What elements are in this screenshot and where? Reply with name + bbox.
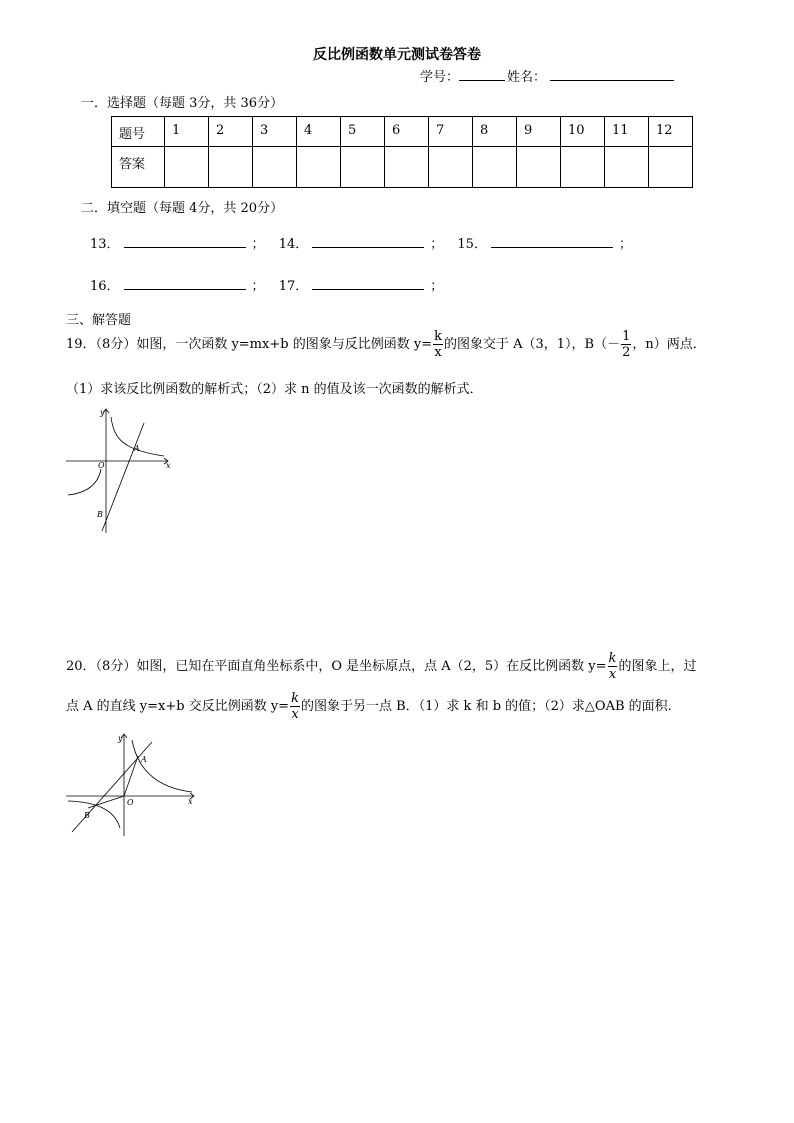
student-no-label: 学号： [420,70,460,85]
blank-16-field[interactable] [124,277,246,290]
hyperbola-branch-2 [68,801,120,828]
page-title: 反比例函数单元测试卷答卷 [313,47,481,63]
blank-label-17: 17． [278,279,309,294]
table-cell-header: 题号 [112,117,165,147]
answer-table [111,116,693,188]
fraction-numerator: 1 [622,329,631,344]
question-number: 5 [341,117,385,147]
q19-subquestions: （1）求该反比例函数的解析式；（2）求 n 的值及该一次函数的解析式． [66,382,483,397]
answer-cell[interactable] [429,147,473,188]
axis-label-y: y [100,408,105,417]
fraction-numerator: k [291,691,299,706]
q20-text-b: 的图象上，过 [618,659,697,674]
fill-blank-row-2 [90,275,443,294]
section3-heading: 三、解答题 [66,313,132,328]
blank-label-13: 13． [90,237,120,252]
blank-15-field[interactable] [491,235,613,248]
answer-cell[interactable] [165,147,209,188]
name-field[interactable] [550,68,674,81]
student-no-field[interactable] [459,68,505,81]
answer-cell[interactable] [561,147,605,188]
q19-statement [66,330,706,359]
q20-fraction-k-over-x [608,652,618,681]
fraction-numerator: k [434,329,442,344]
axis-label-y: y [118,734,123,743]
fraction-denominator: 2 [622,345,631,360]
student-info-line [420,66,674,85]
fraction-denominator: x [608,667,617,682]
blank-14-field[interactable] [312,235,424,248]
blank-label-16: 16． [90,279,120,294]
q20-text-a: 20．（8分）如图，已知在平面直角坐标系中，O 是坐标原点，点 A（2，5）在反比例函数 y= [66,659,607,674]
q19-text-a: 19．（8分）如图，一次函数 y=mx+b 的图象与反比例函数 y= [66,337,433,352]
fill-blank-row-1 [90,233,632,252]
axis-label-x: x [188,797,193,806]
blank-label-14: 14． [278,237,309,252]
axis-label-x: x [166,461,171,470]
q20-statement-line2 [66,692,681,721]
answer-cell[interactable] [473,147,517,188]
answer-cell[interactable] [253,147,297,188]
question-number: 4 [297,117,341,147]
fraction-denominator: x [291,707,299,722]
point-label-a: A [134,444,140,453]
question-number: 1 [165,117,209,147]
blank-17-field[interactable] [312,277,424,290]
question-number: 7 [429,117,473,147]
answer-cell[interactable] [605,147,649,188]
hyperbola-branch-1 [132,740,192,792]
point-label-a: A [141,755,147,764]
question-number: 12 [649,117,693,147]
point-label-b: B [84,811,90,820]
table-cell-header: 答案 [112,147,165,188]
question-number: 2 [209,117,253,147]
question-number: 9 [517,117,561,147]
answer-cell[interactable] [297,147,341,188]
answer-cell[interactable] [341,147,385,188]
section1-heading: 一．选择题（每题 3分，共 36分） [81,96,284,111]
question-number: 3 [253,117,297,147]
point-label-b: B [97,510,103,519]
fraction-numerator: k [608,651,617,666]
question-number: 8 [473,117,517,147]
question-number: 10 [561,117,605,147]
q20-fraction-k-over-x [290,692,300,721]
fraction-denominator: x [434,345,442,360]
table-row [112,147,693,188]
q19-text-c: ，n）两点． [632,337,706,352]
blank-13-field[interactable] [124,235,246,248]
segment-ob [88,796,124,808]
q19-fraction-k-over-x [433,330,443,359]
hyperbola-branch-2 [68,469,101,495]
question-number: 6 [385,117,429,147]
blank-separator: ； [251,237,265,252]
q20-figure [64,732,198,840]
segment-oa [124,756,138,796]
table-row [112,117,693,147]
q20-statement-line1 [66,652,696,681]
blank-separator: ； [251,279,265,294]
q20-text-c: 点 A 的直线 y=x+b 交反比例函数 y= [66,699,290,714]
answer-cell[interactable] [209,147,253,188]
blank-separator: ； [430,237,444,252]
origin-label: O [127,798,134,807]
blank-label-15: 15． [457,237,487,252]
section2-heading: 二．填空题（每题 4分，共 20分） [81,201,284,216]
answer-cell[interactable] [517,147,561,188]
name-label: 姓名： [507,70,547,85]
origin-label: O [98,461,105,470]
blank-separator: ； [430,279,444,294]
q19-fraction-one-half [621,330,631,359]
q20-text-d: 的图象于另一点 B．（1）求 k 和 b 的值；（2）求△OAB 的面积． [300,699,681,714]
answer-cell[interactable] [649,147,693,188]
blank-separator: ； [618,237,632,252]
answer-cell[interactable] [385,147,429,188]
question-number: 11 [605,117,649,147]
q19-text-b: 的图象交于 A（3，1），B（－ [443,337,621,352]
linear-function-line [102,423,144,531]
q19-figure [64,405,176,535]
